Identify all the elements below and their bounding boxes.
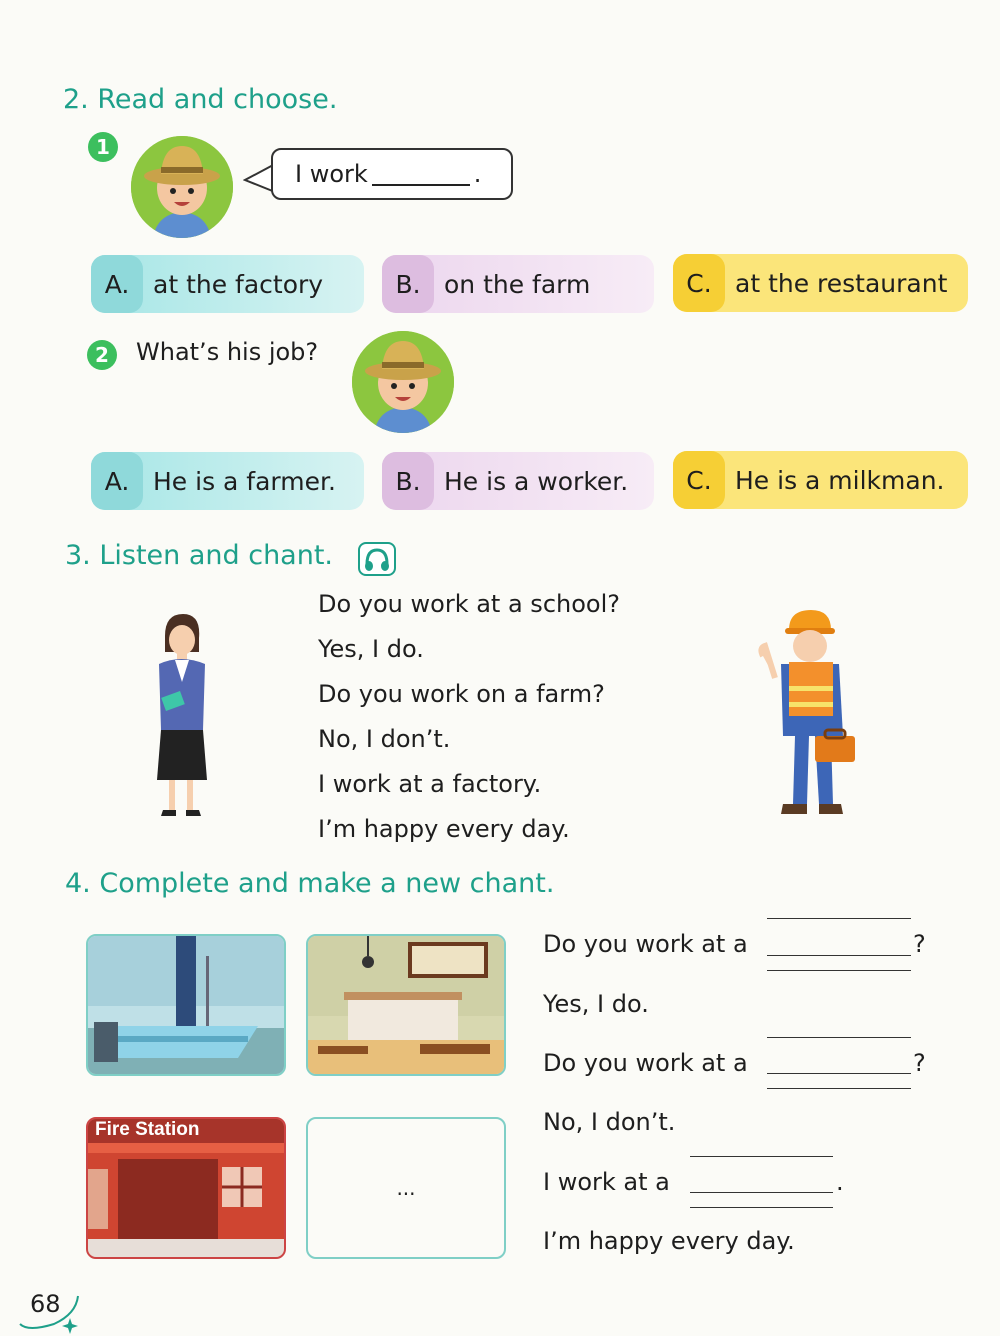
bubble-blank[interactable] bbox=[372, 162, 470, 186]
new-chant-line-3-end: ? bbox=[913, 1049, 926, 1077]
headphones-icon[interactable] bbox=[358, 542, 396, 576]
answer-line-1a[interactable] bbox=[767, 918, 911, 919]
bubble-text: I work bbox=[295, 160, 368, 188]
chant-line-5: I work at a factory. bbox=[318, 770, 542, 798]
restaurant-image bbox=[308, 936, 504, 1074]
fire-station-picture bbox=[86, 1117, 286, 1259]
new-chant-line-5-text: I work at a bbox=[543, 1168, 670, 1196]
answer-line-5a[interactable] bbox=[690, 1156, 833, 1157]
chant-line-4: No, I don’t. bbox=[318, 725, 451, 753]
speech-bubble bbox=[271, 148, 513, 200]
question-2-badge: 2 bbox=[87, 340, 117, 370]
q2-option-a-letter: A. bbox=[91, 452, 143, 510]
answer-line-1b[interactable] bbox=[767, 955, 911, 956]
bubble-period: . bbox=[473, 160, 482, 188]
new-chant-line-3 bbox=[543, 1049, 748, 1077]
q1-option-b-text: on the farm bbox=[444, 269, 591, 299]
farmer-boy-avatar-2 bbox=[352, 331, 454, 433]
answer-line-5c[interactable] bbox=[690, 1207, 833, 1208]
new-chant-line-5 bbox=[543, 1168, 670, 1196]
chant-line-1: Do you work at a school? bbox=[318, 590, 620, 618]
q1-option-b[interactable] bbox=[382, 255, 654, 313]
farmer-boy-image-2 bbox=[352, 331, 454, 433]
q2-option-c-text: He is a milkman. bbox=[735, 465, 945, 495]
new-chant-line-4: No, I don’t. bbox=[543, 1108, 676, 1136]
new-chant-line-6: I’m happy every day. bbox=[543, 1227, 795, 1255]
new-chant-line-1-text: Do you work at a bbox=[543, 930, 748, 958]
q2-option-b-text: He is a worker. bbox=[444, 466, 629, 496]
q1-option-a[interactable] bbox=[91, 255, 364, 313]
teacher-illustration bbox=[145, 612, 217, 820]
hospital-room-image bbox=[88, 936, 284, 1074]
chant-line-2: Yes, I do. bbox=[318, 635, 424, 663]
empty-picture-box bbox=[306, 1117, 506, 1259]
q2-option-c[interactable] bbox=[673, 451, 968, 509]
q2-option-b[interactable] bbox=[382, 452, 654, 510]
question-1-badge: 1 bbox=[88, 132, 118, 162]
q1-option-c-text: at the restaurant bbox=[735, 268, 948, 298]
fire-station-sign: Fire Station bbox=[95, 1119, 200, 1140]
answer-line-5b[interactable] bbox=[690, 1192, 833, 1193]
q2-option-c-letter: C. bbox=[673, 451, 725, 509]
new-chant-line-1 bbox=[543, 930, 748, 958]
q1-option-a-letter: A. bbox=[91, 255, 143, 313]
worker-illustration bbox=[755, 608, 860, 820]
answer-line-3b[interactable] bbox=[767, 1073, 911, 1074]
new-chant-line-5-end: . bbox=[836, 1168, 844, 1196]
answer-line-3a[interactable] bbox=[767, 1037, 911, 1038]
answer-line-1c[interactable] bbox=[767, 970, 911, 971]
chant-line-3: Do you work on a farm? bbox=[318, 680, 605, 708]
new-chant-line-3-text: Do you work at a bbox=[543, 1049, 748, 1077]
chant-line-6: I’m happy every day. bbox=[318, 815, 570, 843]
section-3-title: 3. Listen and chant. bbox=[65, 540, 334, 571]
hospital-picture bbox=[86, 934, 286, 1076]
q2-option-a-text: He is a farmer. bbox=[153, 466, 336, 496]
chant-lines bbox=[318, 590, 620, 860]
q2-option-a[interactable] bbox=[91, 452, 364, 510]
restaurant-picture bbox=[306, 934, 506, 1076]
q1-option-a-text: at the factory bbox=[153, 269, 324, 299]
q1-option-c-letter: C. bbox=[673, 254, 725, 312]
question-2-text: What’s his job? bbox=[136, 338, 319, 366]
q1-option-c[interactable] bbox=[673, 254, 968, 312]
farmer-boy-image bbox=[131, 136, 233, 238]
page-number: 68 bbox=[30, 1290, 61, 1318]
empty-box-dots: ... bbox=[396, 1176, 416, 1200]
farmer-boy-avatar bbox=[131, 136, 233, 238]
new-chant-line-2: Yes, I do. bbox=[543, 990, 649, 1018]
new-chant-line-1-end: ? bbox=[913, 930, 926, 958]
q1-option-b-letter: B. bbox=[382, 255, 434, 313]
answer-line-3c[interactable] bbox=[767, 1088, 911, 1089]
section-4-title: 4. Complete and make a new chant. bbox=[65, 868, 555, 899]
q2-option-b-letter: B. bbox=[382, 452, 434, 510]
section-2-title: 2. Read and choose. bbox=[63, 84, 338, 115]
